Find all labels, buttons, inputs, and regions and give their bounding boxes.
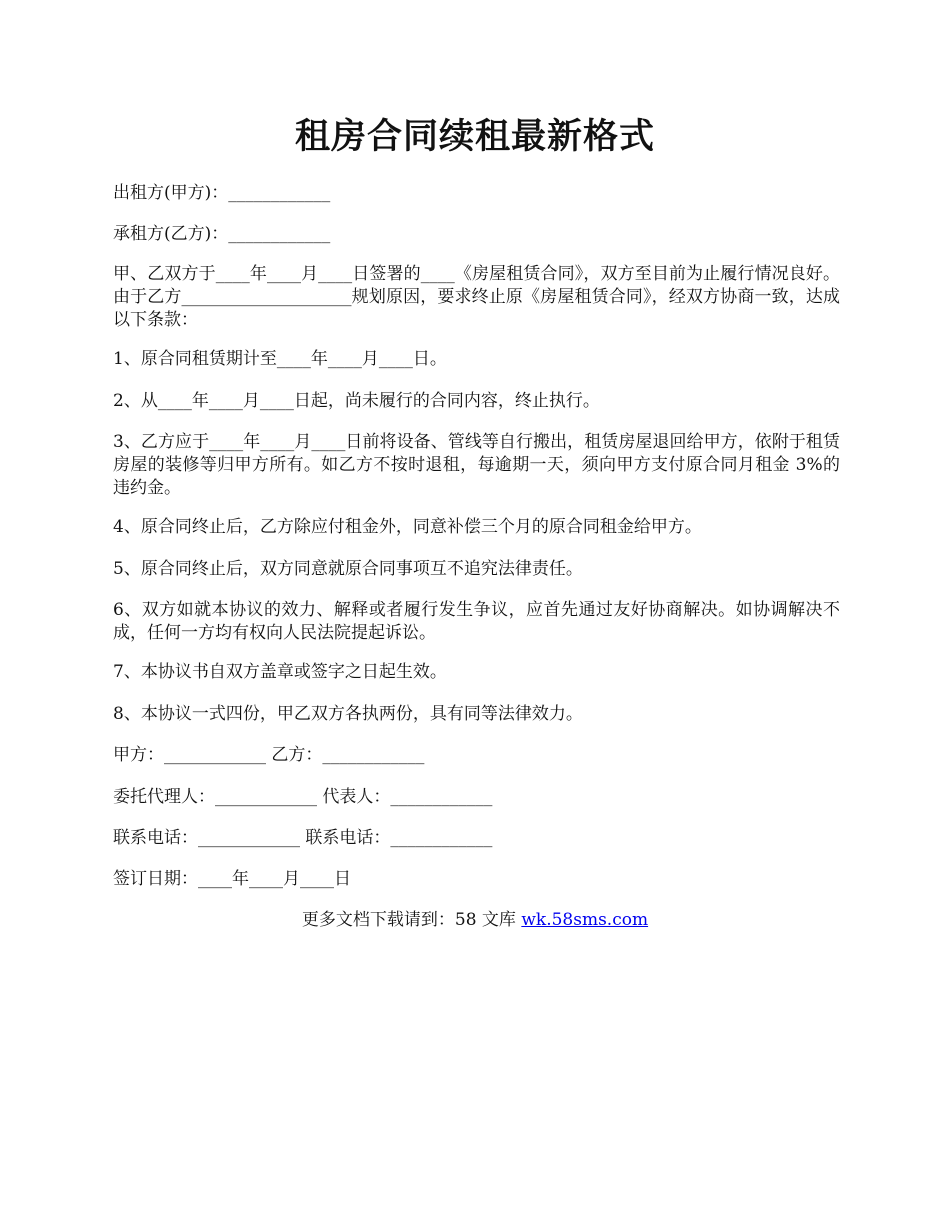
document-title: 租房合同续租最新格式 — [294, 116, 655, 157]
clause-1: 1、原合同租赁期计至____年____月____日。 — [113, 349, 447, 369]
clause-3: 3、乙方应于____年____月____日前将设备、管线等自行搬出，租赁房屋退回给甲方，依附于租赁房屋的装修等归甲方所有。如乙方不按时退租，每逾期一天，须向甲方支付原合同月租金 3%的违约金。 — [113, 432, 840, 498]
clause-4: 4、原合同终止后，乙方除应付租金外，同意补偿三个月的原合同租金给甲方。 — [113, 517, 702, 537]
signature-phones: 联系电话：____________ 联系电话：____________ — [113, 828, 493, 848]
lessee-line: 承租方(乙方)：____________ — [113, 224, 331, 244]
lessor-line: 出租方(甲方)：____________ — [113, 183, 331, 203]
footer — [0, 909, 950, 932]
clause-7: 7、本协议书自双方盖章或签字之日起生效。 — [113, 662, 447, 682]
signature-agents: 委托代理人：____________ 代表人：____________ — [113, 787, 493, 807]
clause-5: 5、原合同终止后，双方同意就原合同事项互不追究法律责任。 — [113, 559, 583, 579]
footer-link[interactable]: wk.58sms.com — [521, 910, 649, 930]
clause-2: 2、从____年____月____日起，尚未履行的合同内容，终止执行。 — [113, 391, 600, 411]
intro-paragraph: 甲、乙双方于____年____月____日签署的____《房屋租赁合同》，双方至目前为止履行情况良好。由于乙方____________________规划原因，要求终止原《房屋租赁合同》，经双方协商一致，达成以下条款： — [113, 264, 840, 330]
signature-parties: 甲方：____________ 乙方：____________ — [113, 745, 425, 765]
clause-8: 8、本协议一式四份，甲乙双方各执两份，具有同等法律效力。 — [113, 704, 583, 724]
clause-6: 6、双方如就本协议的效力、解释或者履行发生争议，应首先通过友好协商解决。如协调解决不成，任何一方均有权向人民法院提起诉讼。 — [113, 600, 840, 643]
signature-date: 签订日期：____年____月____日 — [113, 869, 351, 889]
footer-text: 更多文档下载请到：58 文库 — [301, 910, 522, 930]
